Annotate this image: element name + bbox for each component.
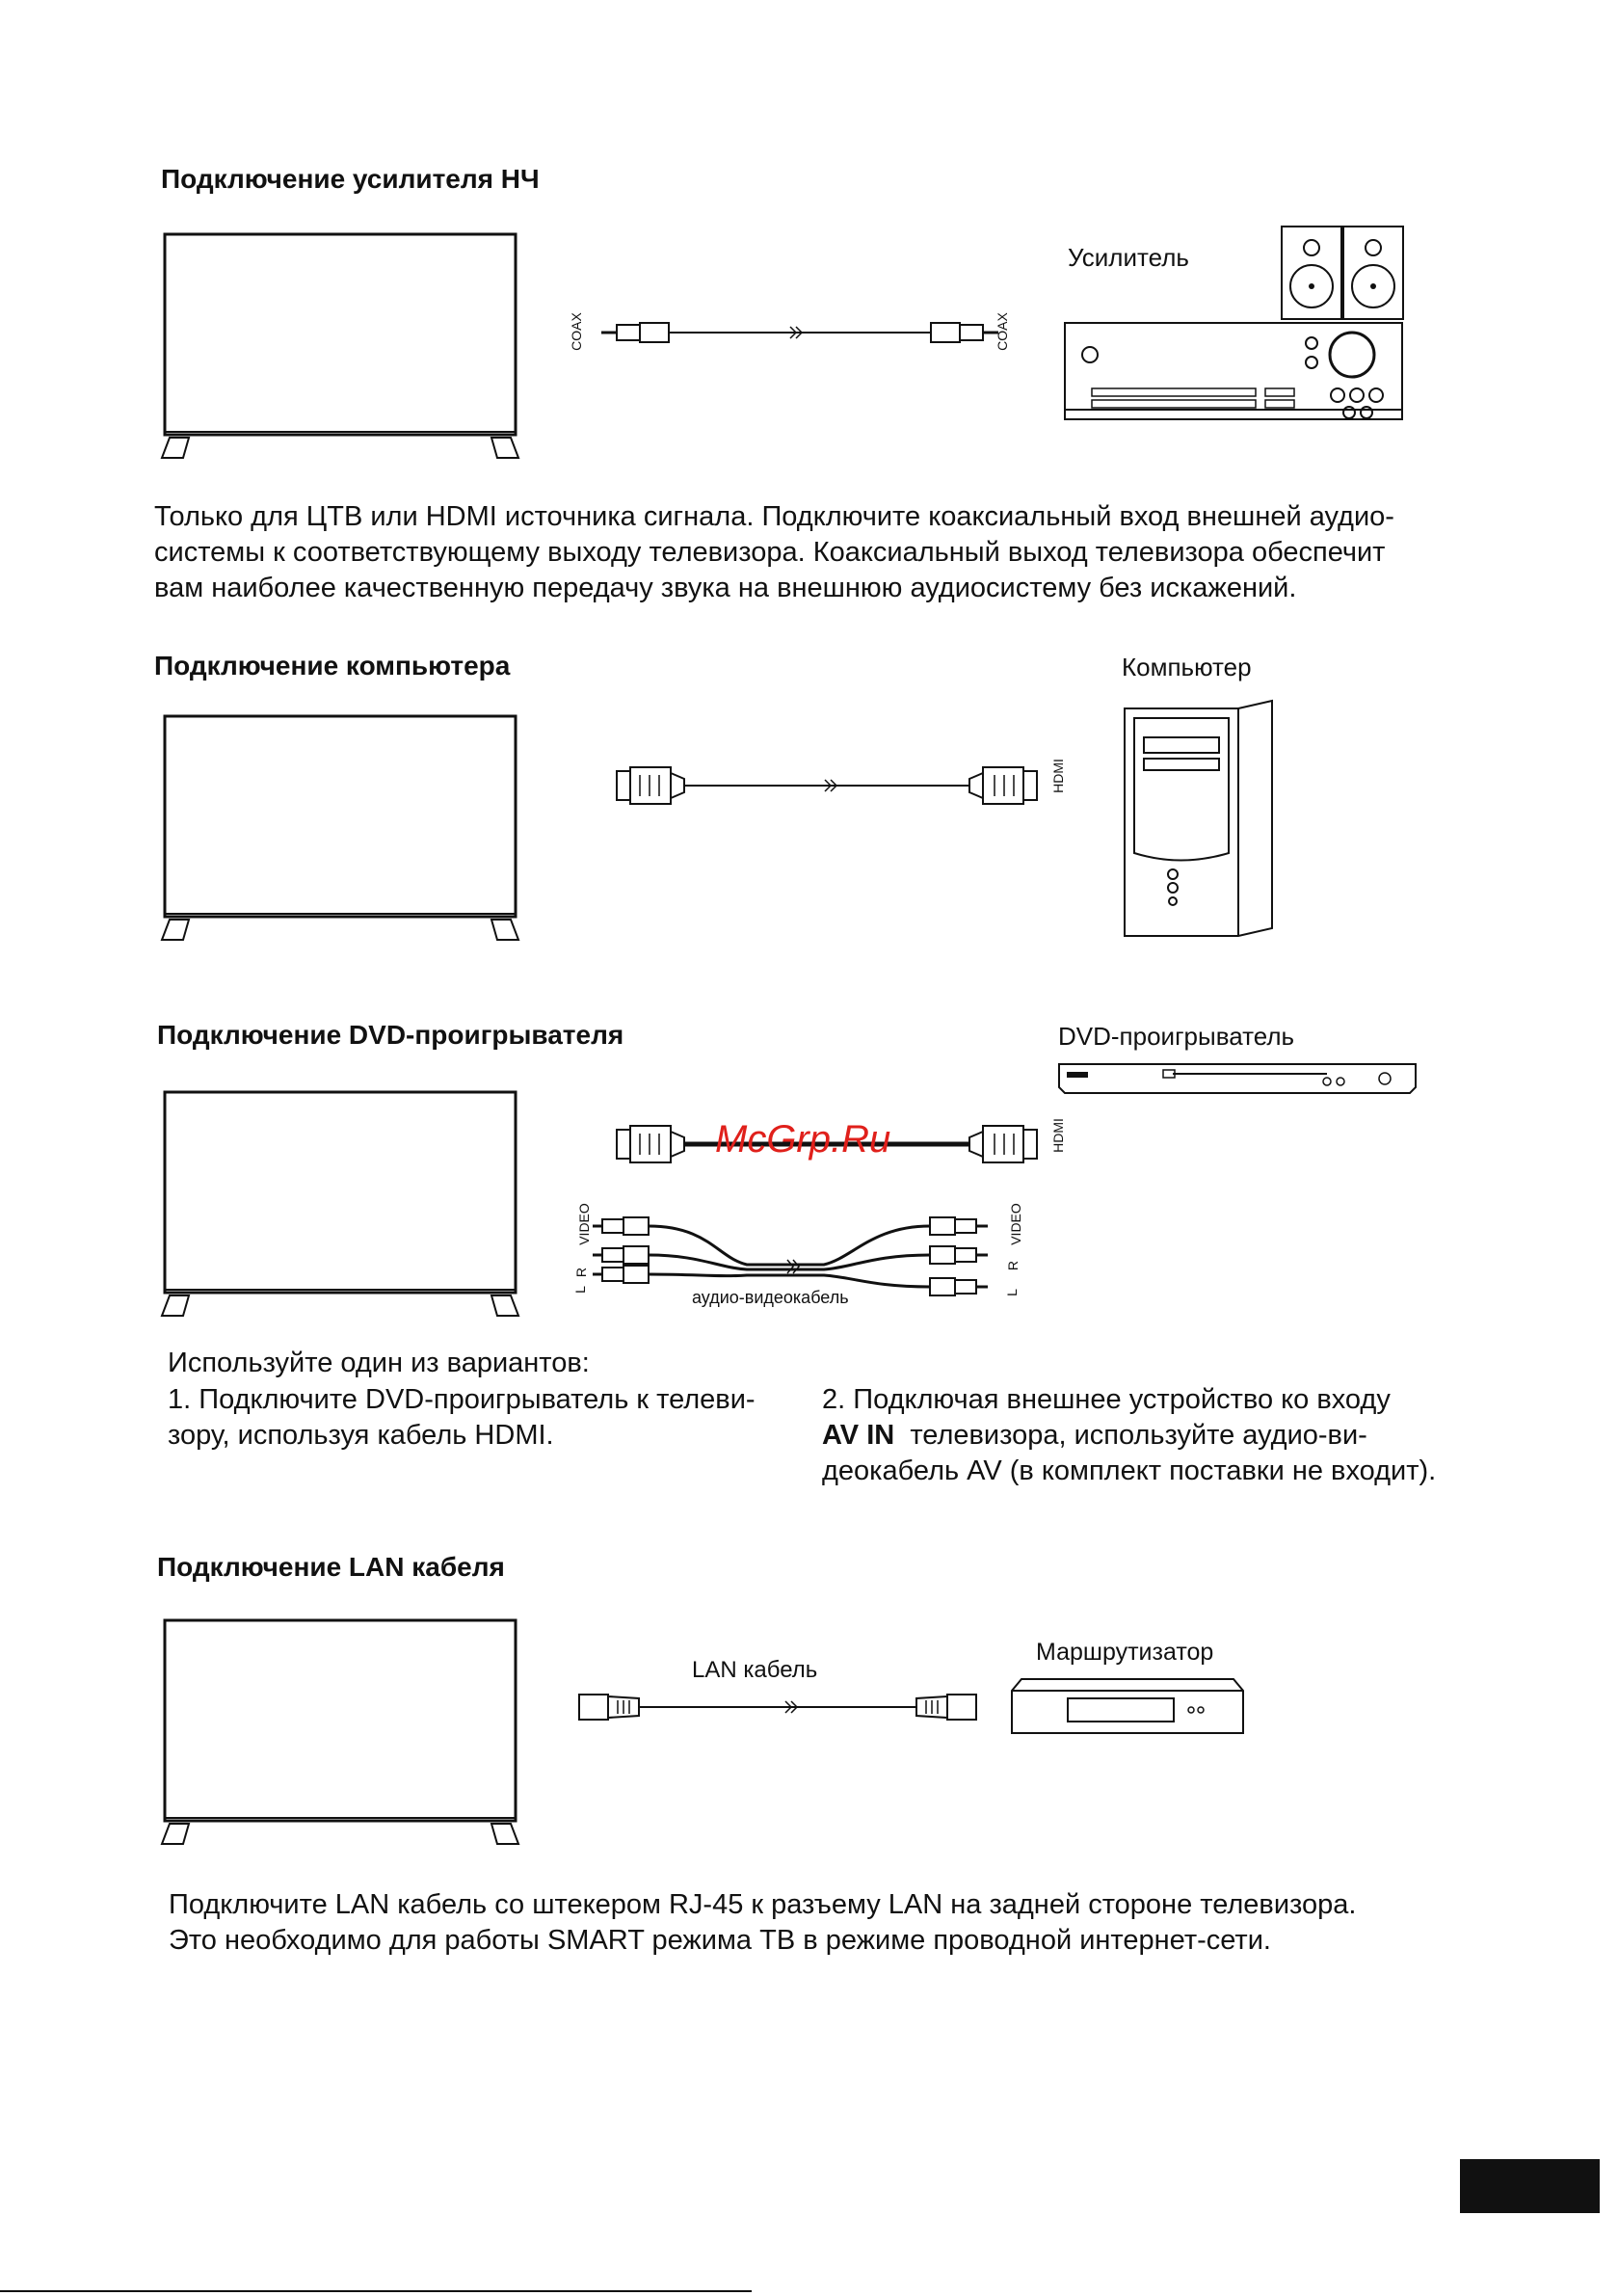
computer-heading: Подключение компьютера [154, 651, 511, 681]
tv-illustration [162, 231, 518, 463]
computer-illustration [1123, 699, 1277, 940]
av-right-label-r: R [1005, 1260, 1021, 1271]
amplifier-text-line: системы к соответствующему выходу телевизора. Коаксиальный выход телевизора обеспечит [154, 537, 1386, 568]
dvd-option-2 [822, 1382, 1497, 1489]
lan-cable-illustration [575, 1687, 980, 1725]
dvd-option-2-text: телевизора, используйте аудио-ви- [894, 1420, 1367, 1451]
lan-heading: Подключение LAN кабеля [157, 1552, 505, 1582]
av-left-label-r: R [573, 1267, 590, 1278]
dvd-intro: Используйте один из вариантов: [168, 1348, 590, 1378]
amplifier-illustration [1063, 227, 1410, 429]
dvd-heading: Подключение DVD-проигрывателя [157, 1020, 624, 1050]
router-illustration [1012, 1677, 1243, 1735]
watermark: McGrp.Ru [715, 1118, 891, 1161]
av-in-label: AV IN [822, 1420, 895, 1451]
router-label: Маршрутизатор [1036, 1639, 1214, 1666]
page-marker-block [1460, 2159, 1600, 2213]
computer-label: Компьютер [1122, 653, 1252, 681]
dvd-option-1-line: 1. Подключите DVD-проигрыватель к телеви- [168, 1384, 756, 1415]
hdmi-cable-illustration [615, 761, 1039, 810]
dvd-option-1 [168, 1382, 804, 1454]
dvd-option-2-line: деокабель AV (в комплект поставки не входит). [822, 1455, 1437, 1486]
av-left-label-l: L [571, 1286, 588, 1294]
coax-cable-illustration [597, 313, 1002, 352]
amplifier-description [154, 499, 1503, 606]
lan-cable-label: LAN кабель [692, 1657, 818, 1683]
amplifier-text-line: Только для ЦТВ или HDMI источника сигнала. Подключите коаксиальный вход внешней аудио- [154, 501, 1394, 532]
av-right-label-video: VIDEO [1007, 1203, 1023, 1245]
av-left-label-video: VIDEO [575, 1203, 592, 1245]
footer-rule [0, 2290, 752, 2292]
dvd-option-2-line [822, 1418, 1497, 1454]
amplifier-heading: Подключение усилителя НЧ [161, 164, 540, 194]
dvd-label: DVD-проигрыватель [1058, 1022, 1295, 1051]
dvd-option-2-line: 2. Подключая внешнее устройство ко входу [822, 1384, 1391, 1415]
hdmi-port-label: HDMI [1049, 759, 1066, 793]
coax-left-label: COAX [568, 312, 584, 351]
tv-illustration [162, 1089, 518, 1321]
amplifier-text-line: вам наиболее качественную передачу звука на внешнюю аудиосистему без искажений. [154, 573, 1297, 603]
dvd-player-illustration [1057, 1058, 1419, 1097]
lan-text-line: Подключите LAN кабель со штекером RJ-45 к разъему LAN на задней стороне телевизора. [169, 1889, 1357, 1920]
av-right-label-l: L [1003, 1289, 1020, 1296]
av-cable-label: аудио-видеокабель [692, 1288, 849, 1307]
lan-text-line: Это необходимо для работы SMART режима ТВ в режиме проводной интернет-сети. [169, 1925, 1271, 1956]
coax-right-label: COAX [994, 312, 1010, 351]
hdmi-port-label: HDMI [1049, 1118, 1066, 1153]
dvd-option-1-line: зору, используя кабель HDMI. [168, 1420, 554, 1451]
tv-illustration [162, 1617, 518, 1849]
lan-description [169, 1887, 1518, 1959]
amplifier-label: Усилитель [1068, 243, 1189, 272]
tv-illustration [162, 713, 518, 945]
